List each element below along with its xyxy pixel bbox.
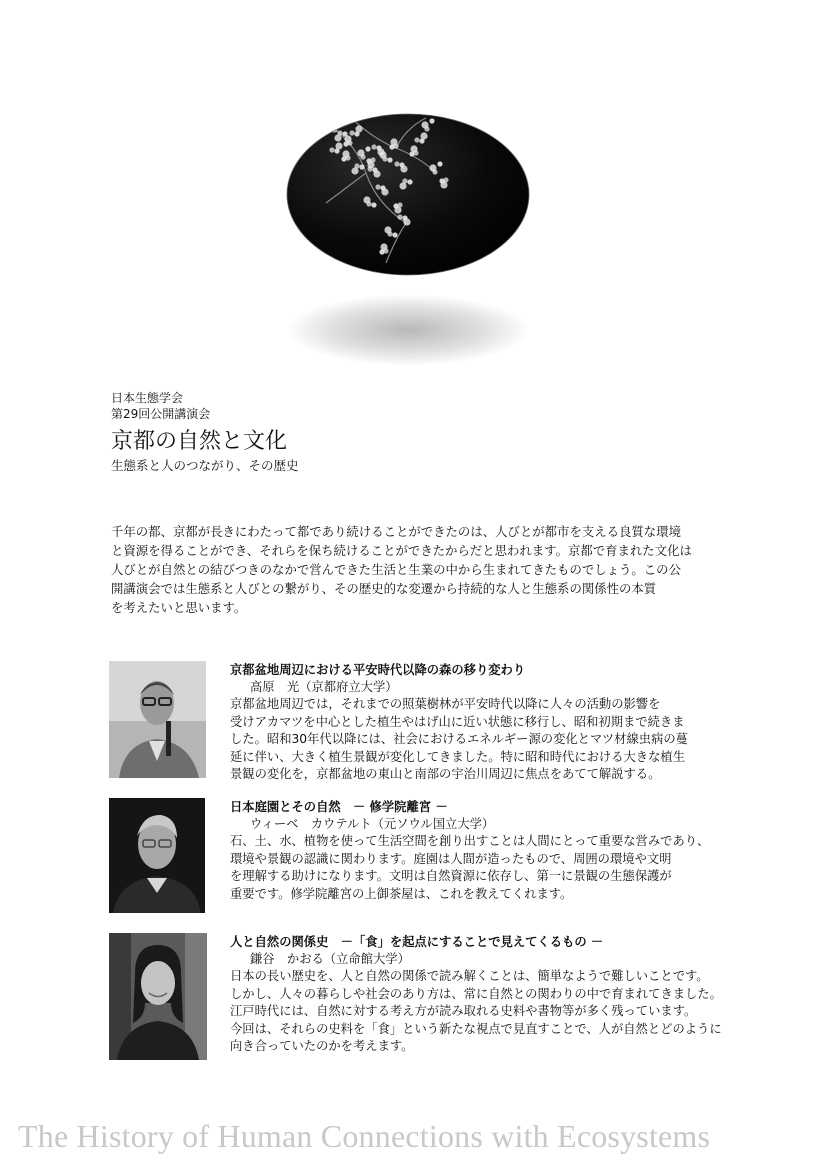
- abstract-line: 重要です。修学院離宮の上御茶屋は、これを教えてくれます。: [230, 886, 573, 901]
- speaker-photo-2: [109, 798, 205, 913]
- intro-line: と資源を得ることができ、それらを保ち続けることができたからだと思われます。京都で育まれた文化は: [111, 543, 692, 558]
- blossom-petal: [399, 162, 404, 167]
- speaker-talk-title-3: 人と自然の関係史 －「食」を起点にすることで見えてくるもの －: [230, 935, 604, 949]
- blossom-petal: [402, 215, 407, 220]
- page-subtitle: 生態系と人のつながり、その歴史: [111, 458, 299, 473]
- speaker-photo-3: [109, 933, 207, 1060]
- lecture-number: 第29回公開講演会: [111, 407, 211, 421]
- blossom-petal: [375, 184, 380, 189]
- hero-cherry-blossom-image: [286, 113, 530, 276]
- abstract-line: した。昭和30年代以降には、社会におけるエネルギー源の変化とマツ材線虫病の蔓: [230, 732, 688, 746]
- blossom-petal: [329, 122, 334, 127]
- speaker-name-2: ウィーベ カウテルト（元ソウル国立大学）: [250, 817, 495, 831]
- blossom-petal: [349, 130, 354, 135]
- blossom-petal: [393, 203, 398, 208]
- abstract-line: 石、土、水、植物を使って生活空間を創り出すことは人間にとって重要な営みであり、: [230, 834, 710, 848]
- blossom-petal: [351, 167, 358, 174]
- blossom-petal: [365, 146, 370, 151]
- blossom-petal: [357, 149, 364, 156]
- blossom-petal: [397, 214, 402, 219]
- abstract-line: しかし、人々の暮らしや社会のあり方は、常に自然との関わりの中で育まれてきました。: [230, 986, 722, 1001]
- abstract-line: 江戸時代には、自然に対する考え方が読み取れる史料や書物等が多く残っています。: [230, 1004, 697, 1018]
- blossom-petal: [419, 138, 424, 143]
- blossom-petal: [334, 134, 341, 141]
- abstract-line: を理解する助けになります。文明は自然資源に依存し、第一に景観の生態保護が: [230, 869, 672, 883]
- abstract-line: 環境や景観の認識に関わります。庭園は人間が造ったもので、周囲の環境や文明: [230, 851, 672, 866]
- organizer-name: 日本生態学会: [111, 391, 184, 405]
- blossom-petal: [366, 158, 371, 163]
- intro-line: 千年の都、京都が長きにわたって都であり続けることができたのは、人びとが都市を支える良質な環境: [111, 524, 681, 539]
- abstract-line: 向き合っていたのかを考えます。: [230, 1039, 414, 1053]
- blossom-petal: [414, 137, 419, 142]
- blossom-petal: [354, 131, 359, 136]
- abstract-line: 受けアカマツを中心とした植生やはげ山に近い状態に移行し、昭和初期まで続きま: [230, 714, 685, 729]
- blossom-petal: [380, 185, 385, 190]
- blossom-petal: [407, 179, 412, 184]
- page-title: 京都の自然と文化: [111, 429, 288, 454]
- blossom-petal: [384, 226, 391, 233]
- blossom-petal: [341, 156, 346, 161]
- blossom-petal: [421, 121, 428, 128]
- speaker-abstract-3: [230, 968, 770, 1056]
- organizer: [111, 390, 210, 422]
- blossom-petal: [359, 164, 364, 169]
- blossom-petal: [324, 121, 329, 126]
- blossom-petal: [409, 151, 414, 156]
- abstract-line: 延に伴い、大きく植生景観が変化してきました。特に昭和時代における大きな植生: [230, 749, 685, 764]
- blossom-petal: [439, 178, 444, 183]
- blossom-petal: [389, 144, 394, 149]
- blossom-petal: [394, 161, 399, 166]
- speaker-photo-1: [109, 661, 206, 778]
- blossom-petal: [371, 202, 376, 207]
- blossom-petal: [329, 147, 334, 152]
- abstract-line: 景観の変化を，京都盆地の東山と南部の宇治川周辺に焦点をあてて解説する。: [230, 767, 661, 781]
- blossom-petal: [363, 196, 370, 203]
- blossom-petal: [334, 148, 339, 153]
- intro-line: 人びとが自然との結びつきのなかで営んできた生活と生業の中から生まれてきたものでしょう。この公: [111, 562, 681, 577]
- blossom-petal: [379, 249, 384, 254]
- blossom-petal: [429, 164, 436, 171]
- footer-tagline: The History of Human Connections with Ecosystems: [18, 1118, 711, 1154]
- speaker-name-1: 高原 光（京都府立大学）: [250, 680, 398, 694]
- intro-line: 開講演会では生態系と人びとの繋がり、その歴史的な変遷から持続的な人と生態系の関係性の本質: [111, 581, 657, 596]
- blossom-petal: [387, 157, 392, 162]
- intro-line: を考えたいと思います。: [111, 600, 247, 615]
- blossom-petal: [376, 145, 381, 150]
- intro-paragraph: [111, 522, 731, 617]
- speaker-abstract-2: [230, 833, 770, 903]
- blossom-petal: [437, 161, 442, 166]
- speaker-abstract-1: [230, 696, 770, 784]
- speaker-talk-title-1: 京都盆地周辺における平安時代以降の森の移り変わり: [230, 663, 526, 677]
- blossom-petal: [372, 167, 377, 172]
- blossom-petal: [367, 166, 372, 171]
- blossom-petal: [343, 141, 348, 146]
- speaker-name-3: 鎌谷 かおる（立命館大学）: [250, 952, 410, 966]
- abstract-line: 今回は、それらの史料を「食」という新たな視点で見直すことで、人が自然とどのように: [230, 1021, 722, 1036]
- speaker-talk-title-2: 日本庭園とその自然 － 修学院離宮 －: [230, 800, 448, 814]
- abstract-line: 日本の長い歴史を、人と自然の関係で読み解くことは、簡単なようで難しいことです。: [230, 969, 709, 983]
- blossom-petal: [371, 144, 376, 149]
- hero-shadow: [288, 295, 528, 365]
- blossom-petal: [429, 118, 434, 123]
- blossom-petal: [330, 125, 337, 132]
- abstract-line: 京都盆地周辺では，それまでの照葉樹林が平安時代以降に人々の活動の影響を: [230, 697, 661, 711]
- blossom-petal: [392, 232, 397, 237]
- blossom-petal: [399, 182, 406, 189]
- blossom-petal: [379, 151, 386, 158]
